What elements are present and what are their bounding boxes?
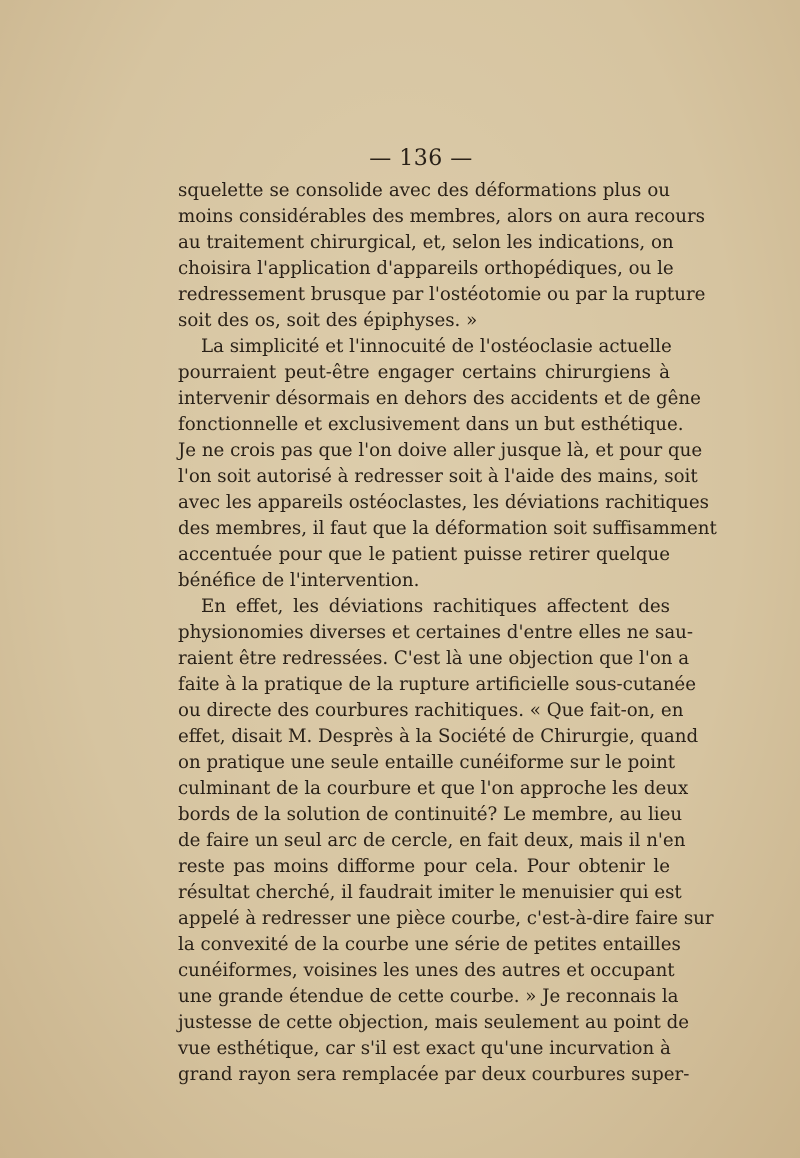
text-line: bénéfice de l'intervention. xyxy=(178,570,420,591)
text-line: l'on soit autorisé à redresser soit à l'aide des mains, soit xyxy=(178,466,698,487)
text-line: accentuée pour que le patient puisse retirer quelque xyxy=(178,544,670,565)
text-line: Je ne crois pas que l'on doive aller jusque là, et pour que xyxy=(178,440,703,461)
text-line: culminant de la courbure et que l'on approche les deux xyxy=(178,778,689,799)
text-line: physionomies diverses et certaines d'entre elles ne sau- xyxy=(178,622,694,643)
text-line: fonctionnelle et exclusivement dans un but esthétique. xyxy=(178,414,684,435)
text-line: avec les appareils ostéoclastes, les déviations rachitiques xyxy=(178,492,709,513)
text-line: la convexité de la courbe une série de petites entailles xyxy=(178,934,681,955)
text-line: de faire un seul arc de cercle, en fait deux, mais il n'en xyxy=(178,830,686,851)
text-line: reste pas moins difforme pour cela. Pour obtenir le xyxy=(178,856,670,877)
text-line: justesse de cette objection, mais seulement au point de xyxy=(178,1012,689,1033)
paragraph xyxy=(178,594,714,1088)
text-line: grand rayon sera remplacée par deux courbures super- xyxy=(178,1064,690,1085)
text-line: au traitement chirurgical, et, selon les indications, on xyxy=(178,232,674,253)
paragraph xyxy=(178,334,717,594)
text-line: moins considérables des membres, alors on aura recours xyxy=(178,206,705,227)
body-text xyxy=(178,178,717,1088)
text-line: choisira l'application d'appareils orthopédiques, ou le xyxy=(178,258,674,279)
text-line: appelé à redresser une pièce courbe, c'est-à-dire faire sur xyxy=(178,908,714,929)
text-line: vue esthétique, car s'il est exact qu'une incurvation à xyxy=(178,1038,671,1059)
text-line: effet, disait M. Desprès à la Société de Chirurgie, quand xyxy=(178,726,699,747)
text-line: intervenir désormais en dehors des accidents et de gêne xyxy=(178,388,701,409)
text-line: La simplicité et l'innocuité de l'ostéoclasie actuelle xyxy=(201,336,672,357)
page-number: — 136 — xyxy=(369,146,473,171)
text-line: squelette se consolide avec des déformations plus ou xyxy=(178,180,670,201)
text-line: des membres, il faut que la déformation soit suffisamment xyxy=(178,518,717,539)
text-line: cunéiformes, voisines les unes des autres et occupant xyxy=(178,960,675,981)
text-line: redressement brusque par l'ostéotomie ou par la rupture xyxy=(178,284,706,305)
text-line: En effet, les déviations rachitiques affectent des xyxy=(201,596,670,617)
text-line: pourraient peut-être engager certains chirurgiens à xyxy=(178,362,670,383)
text-line: faite à la pratique de la rupture artificielle sous-cutanée xyxy=(178,674,696,695)
text-line: soit des os, soit des épiphyses. » xyxy=(178,310,478,331)
text-line: on pratique une seule entaille cunéiforme sur le point xyxy=(178,752,676,773)
text-line: une grande étendue de cette courbe. » Je reconnais la xyxy=(178,986,679,1007)
text-line: bords de la solution de continuité? Le membre, au lieu xyxy=(178,804,683,825)
paragraph xyxy=(178,178,706,334)
text-line: résultat cherché, il faudrait imiter le menuisier qui est xyxy=(178,882,682,903)
text-line: raient être redressées. C'est là une objection que l'on a xyxy=(178,648,690,669)
text-line: ou directe des courbures rachitiques. « Que fait-on, en xyxy=(178,700,684,721)
